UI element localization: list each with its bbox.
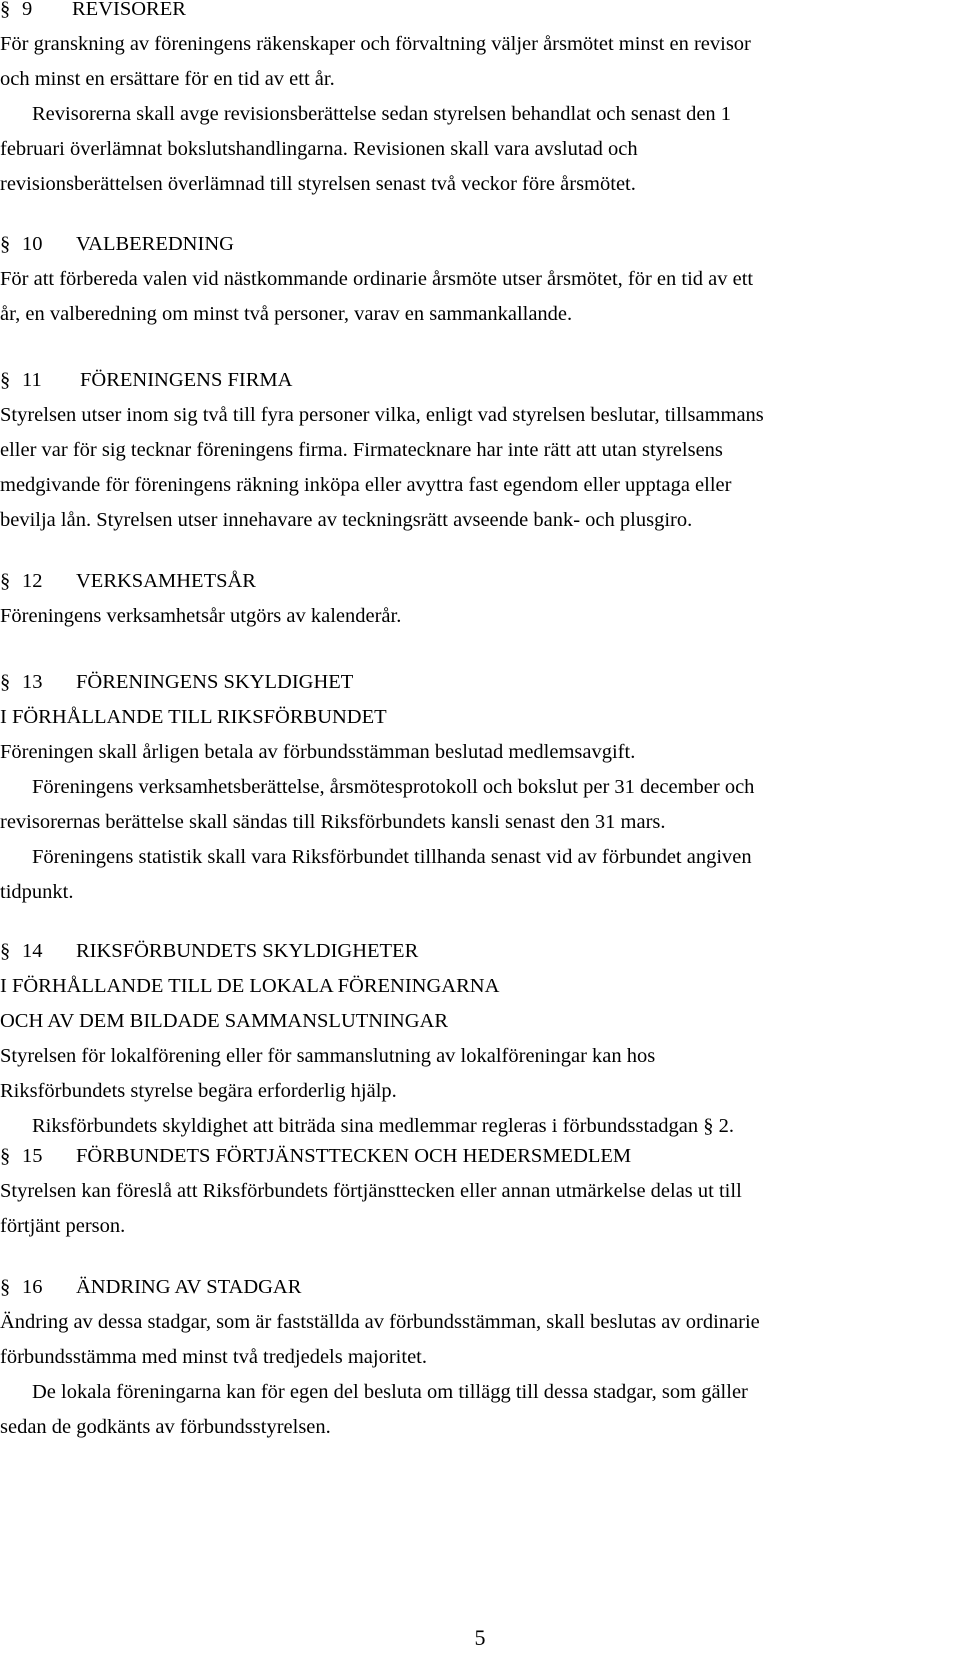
section-14 (0, 934, 960, 1144)
section-sign: § (0, 369, 11, 391)
section-heading (0, 363, 960, 398)
section-sign: § (0, 570, 11, 592)
section-sign: § (0, 940, 11, 962)
section-title-continued: I FÖRHÅLLANDE TILL RIKSFÖRBUNDET (0, 706, 387, 728)
paragraph-line: Styrelsen kan föreslå att Riksförbundets förtjänsttecken eller annan utmärkelse delas ut till (0, 1180, 742, 1202)
paragraph-line: förbundsstämma med minst två tredjedels majoritet. (0, 1346, 427, 1368)
section-13 (0, 665, 960, 910)
section-title: VERKSAMHETSÅR (76, 570, 256, 592)
paragraph-line: och minst en ersättare för en tid av ett år. (0, 68, 335, 90)
paragraph-line: år, en valberedning om minst två personer, varav en sammankallande. (0, 303, 573, 325)
paragraph-line: Föreningens statistik skall vara Riksförbundet tillhanda senast vid av förbundet angiven (32, 846, 752, 868)
section-sign: § (0, 1145, 11, 1167)
section-10 (0, 227, 960, 332)
paragraph-line: revisorernas berättelse skall sändas till Riksförbundets kansli senast den 31 mars. (0, 811, 666, 833)
paragraph-line: Föreningens verksamhetsår utgörs av kalenderår. (0, 605, 402, 627)
paragraph-line: För att förbereda valen vid nästkommande ordinarie årsmöte utser årsmötet, för en tid av ett (0, 268, 754, 290)
section-12 (0, 564, 960, 634)
section-number: 16 (22, 1276, 43, 1298)
paragraph-line: medgivande för föreningens räkning inköpa eller avyttra fast egendom eller upptaga eller (0, 474, 732, 496)
section-heading (0, 665, 960, 700)
paragraph-line: sedan de godkänts av förbundsstyrelsen. (0, 1416, 331, 1438)
section-number: 12 (22, 570, 43, 592)
paragraph-line: tidpunkt. (0, 881, 74, 903)
section-16 (0, 1270, 960, 1445)
paragraph-line: förtjänt person. (0, 1215, 126, 1237)
section-15 (0, 1139, 960, 1244)
section-heading (0, 1139, 960, 1174)
paragraph-line: Riksförbundets styrelse begära erforderlig hjälp. (0, 1080, 397, 1102)
section-number: 10 (22, 233, 43, 255)
section-heading (0, 934, 960, 969)
paragraph-line: Ändring av dessa stadgar, som är fastställda av förbundsstämman, skall beslutas av ordinarie (0, 1311, 760, 1333)
paragraph-line: Riksförbundets skyldighet att biträda sina medlemmar regleras i förbundsstadgan § 2. (32, 1115, 734, 1137)
section-sign: § (0, 233, 11, 255)
section-number: 14 (22, 940, 43, 962)
section-title: ÄNDRING AV STADGAR (76, 1276, 302, 1298)
section-title: REVISORER (72, 0, 186, 20)
section-title: VALBEREDNING (76, 233, 234, 255)
section-9 (0, 0, 960, 202)
paragraph-line: De lokala föreningarna kan för egen del besluta om tillägg till dessa stadgar, som gäller (32, 1381, 748, 1403)
section-number: 15 (22, 1145, 43, 1167)
section-title-continued: OCH AV DEM BILDADE SAMMANSLUTNINGAR (0, 1010, 448, 1032)
section-11 (0, 363, 960, 538)
paragraph-line: Styrelsen för lokalförening eller för sammanslutning av lokalföreningar kan hos (0, 1045, 656, 1067)
paragraph-line: bevilja lån. Styrelsen utser innehavare av teckningsrätt avseende bank- och plusgiro. (0, 509, 693, 531)
section-title: RIKSFÖRBUNDETS SKYLDIGHETER (76, 940, 419, 962)
section-title: FÖRBUNDETS FÖRTJÄNSTTECKEN OCH HEDERSMEDLEM (76, 1145, 632, 1167)
section-title-continued: I FÖRHÅLLANDE TILL DE LOKALA FÖRENINGARNA (0, 975, 500, 997)
paragraph-line: Revisorerna skall avge revisionsberättelse sedan styrelsen behandlat och senast den 1 (32, 103, 732, 125)
section-number: 13 (22, 671, 43, 693)
paragraph-line: eller var för sig tecknar föreningens firma. Firmatecknare har inte rätt att utan styrelsens (0, 439, 723, 461)
paragraph-line: Föreningen skall årligen betala av förbundsstämman beslutad medlemsavgift. (0, 741, 636, 763)
section-number: 11 (22, 369, 42, 391)
paragraph-line: Föreningens verksamhetsberättelse, årsmötesprotokoll och bokslut per 31 december och (32, 776, 755, 798)
section-title: FÖRENINGENS SKYLDIGHET (76, 671, 354, 693)
section-sign: § (0, 671, 11, 693)
paragraph-line: För granskning av föreningens räkenskaper och förvaltning väljer årsmötet minst en revisor (0, 33, 751, 55)
section-title: FÖRENINGENS FIRMA (80, 369, 293, 391)
paragraph-line: revisionsberättelsen överlämnad till styrelsen senast två veckor före årsmötet. (0, 173, 636, 195)
paragraph-line: Styrelsen utser inom sig två till fyra personer vilka, enligt vad styrelsen beslutar, tillsammans (0, 404, 764, 426)
paragraph-line: februari överlämnat bokslutshandlingarna. Revisionen skall vara avslutad och (0, 138, 638, 160)
section-heading (0, 564, 960, 599)
section-heading (0, 227, 960, 262)
section-number: 9 (22, 0, 33, 20)
section-heading (0, 0, 960, 27)
section-sign: § (0, 1276, 11, 1298)
section-heading (0, 1270, 960, 1305)
page-number: 5 (474, 1625, 486, 1650)
section-sign: § (0, 0, 11, 20)
